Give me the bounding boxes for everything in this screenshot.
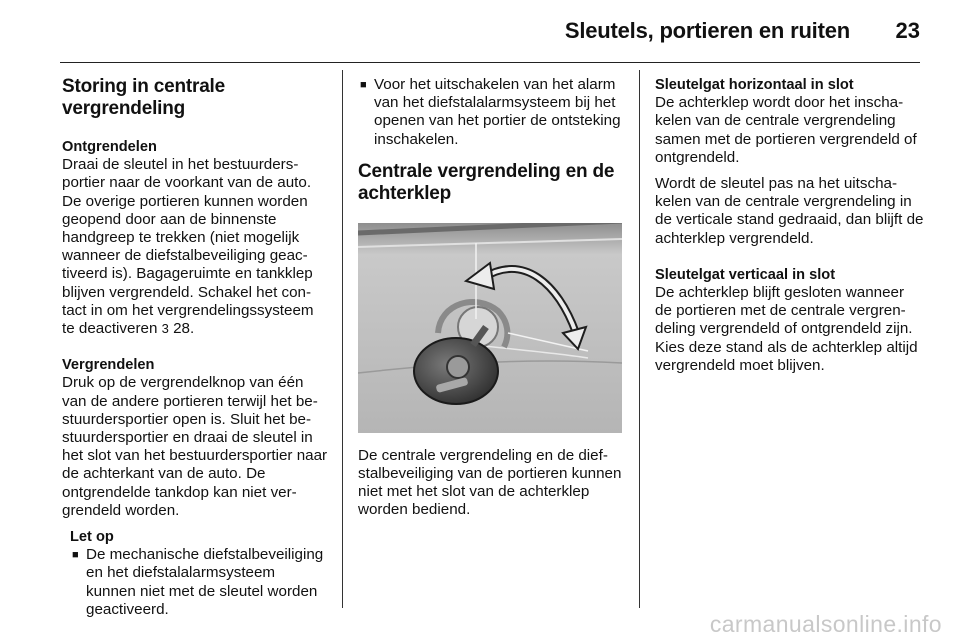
list-item (358, 76, 624, 149)
bullet-square-icon: ■ (72, 549, 79, 562)
paragraph-horizontal-1: De achterklep wordt door het inschakelen van de centrale vergrendeling samen met de portieren vergrendeld of ontgrendeld. (655, 94, 917, 166)
subheading-vergrendelen: Vergrendelen (62, 357, 155, 374)
page-header (60, 0, 920, 63)
note-box (70, 528, 328, 619)
watermark: carmanualsonline.info (709, 611, 942, 637)
column-right (655, 76, 925, 393)
page-reference[interactable]: 28. (168, 320, 195, 338)
bullet-square-icon: ■ (360, 79, 367, 91)
paragraph-ontgrendelen (62, 156, 328, 338)
paragraph-horizontal-2: Wordt de sleutel pas na het uitschakelen van de centrale vergrendeling in de verticale stand gedraaid, dan blijft de achterklep vergrendeld. (655, 175, 924, 247)
page-title: Sleutels, portieren en ruiten (564, 18, 850, 43)
section-heading-centrale: Centrale vergrendeling en de achterklep (358, 160, 615, 204)
subheading-vertical: Sleutelgat verticaal in slot (655, 266, 836, 283)
note-label: Let op (70, 529, 114, 546)
subheading-horizontal: Sleutelgat horizontaal in slot (655, 77, 854, 93)
key-lock-illustration (358, 223, 622, 433)
page-reference-icon[interactable]: 3 (161, 321, 169, 337)
subheading-ontgrendelen: Ontgrendelen (62, 139, 157, 155)
figure-caption: De centrale vergrendeling en de diefstalbeveiliging van de portieren kunnen niet met het slot van de achterklep worden bediend. (358, 446, 622, 519)
bullet-text-alarm: Voor het uitschakelen van het alarm van het diefstalalarmsysteem bij het openen van het portier de ontsteking inschakelen. (374, 76, 621, 148)
column-middle (358, 76, 624, 538)
column-divider (639, 70, 640, 608)
note-bullet-text: De mechanische diefstalbeveiliging en het diefstalalarmsysteem kunnen niet met de sleutel worden geactiveerd. (86, 546, 324, 618)
paragraph-vergrendelen: Druk op de vergrendelknop van één van de andere portieren terwijl het bestuurdersportier open is. Sluit het bestuurdersportier en draai de sleutel in het slot van het bestuurdersportier naar de achterkant van de auto. De ontgrendelde tankdop kan niet vergrendeld worden. (62, 374, 328, 519)
paragraph-ontgrendelen-text: Draai de sleutel in het bestuurdersportier naar de voorkant van de auto. De overige portieren kunnen worden geopend door aan de binnenste handgreep te trekken (niet mogelijk wanneer de diefstalbeveiliging geactiveerd is). Bagageruimte en tankklep blijven vergrendeld. Schakel het contact in om het vergrendelingssysteem te deactiveren (62, 156, 314, 338)
key-in-tailgate-lock-icon (358, 223, 622, 433)
section-heading-storing: Storing in centrale vergrendeling (62, 76, 226, 119)
page-number: 23 (895, 18, 920, 43)
column-left (62, 76, 328, 619)
column-divider (342, 70, 343, 608)
list-item (70, 546, 328, 619)
paragraph-vertical: De achterklep blijft gesloten wanneer de portieren met de centrale vergrendeling vergrendeld of ontgrendeld zijn. Kies deze stand als de achterklep altijd vergrendeld moet blijven. (655, 284, 918, 374)
